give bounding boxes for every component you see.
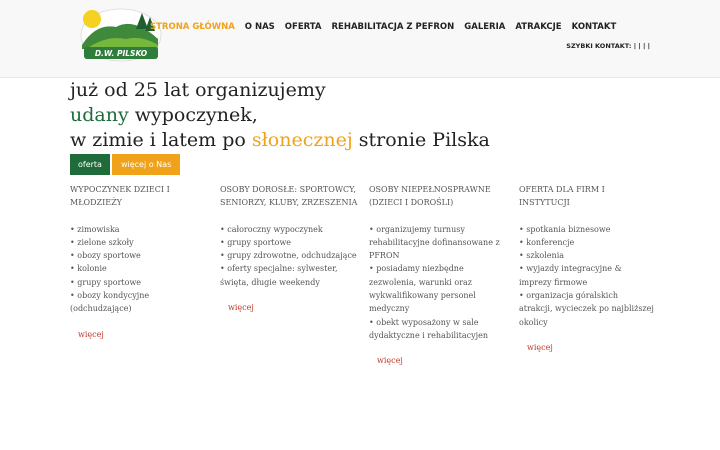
main-nav [150, 22, 621, 32]
list-item: • obozy kondycyjne (odchudzające) [70, 291, 150, 314]
hero-line-2 [70, 103, 490, 128]
logo[interactable] [76, 5, 162, 63]
column-title: WYPOCZYNEK DZIECI I MŁODZIEŻY [70, 185, 170, 208]
list-item: • posiadamy niezbędne zezwolenia, warunki oraz wykwalifikowany personel medyczny [369, 264, 476, 314]
hero-line-1: już od 25 lat organizujemy [70, 79, 326, 101]
column-children [70, 183, 210, 341]
quick-contact: SZYBKI KONTAKT: | | | | [566, 42, 650, 50]
offer-button[interactable]: oferta [70, 154, 110, 175]
column-title: OSOBY DOROSŁE: SPORTOWCY, SENIORZY, KLUBY, ZRZESZENIA [220, 185, 358, 208]
more-link-disabled[interactable]: więcej [377, 356, 403, 366]
list-item: • zimowiska [70, 224, 120, 234]
list-item: • szkolenia [519, 251, 565, 261]
list-item: • konferencje [519, 237, 575, 247]
more-link-children[interactable]: więcej [78, 329, 104, 339]
list-item: • spotkania biznesowe [519, 224, 611, 234]
list-item: • zielone szkoły [70, 237, 134, 247]
hero-buttons [70, 154, 180, 175]
list-item: • organizacja góralskich atrakcji, wycieczek po najbliższej okolicy [519, 291, 654, 327]
column-title: OFERTA DLA FIRM I INSTYTUCJI [519, 185, 605, 208]
more-link-companies[interactable]: więcej [527, 342, 553, 352]
column-adults [220, 183, 360, 314]
nav-item-contact[interactable]: KONTAKT [571, 22, 617, 32]
hero-heading [70, 78, 490, 153]
column-list [220, 223, 360, 289]
nav-item-gallery[interactable]: GALERIA [464, 22, 506, 32]
nav-item-rehabilitation[interactable]: REHABILITACJA Z PEFRON [331, 22, 455, 32]
hero-highlight-green: udany [70, 104, 129, 126]
list-item: • grupy zdrowotne, odchudzające [220, 251, 357, 261]
column-disabled [369, 183, 504, 368]
list-item: • grupy sportowe [220, 237, 292, 247]
column-companies [519, 183, 654, 354]
more-link-adults[interactable]: więcej [228, 303, 254, 313]
list-item: • obozy sportowe [70, 251, 141, 261]
nav-item-about[interactable]: O NAS [244, 22, 275, 32]
logo-text: D.W. PILSKO [94, 49, 148, 58]
list-item: • kolonie [70, 264, 107, 274]
hero-line-2-rest: wypoczynek, [128, 104, 258, 126]
column-list [519, 223, 654, 329]
nav-item-home[interactable]: STRONA GŁÓWNA [150, 22, 235, 32]
list-item: • organizujemy turnusy rehabilitacyjne dofinansowane z PFRON [369, 224, 500, 261]
hero-line-3-start: w zimie i latem po [70, 129, 252, 151]
about-button[interactable]: więcej o Nas [112, 154, 180, 175]
column-title: OSOBY NIEPEŁNOSPRAWNE (DZIECI I DOROŚLI) [369, 185, 491, 208]
hero-line-3 [70, 128, 490, 153]
site-header [0, 0, 720, 78]
hero-highlight-orange: słonecznej [251, 129, 353, 151]
list-item: • oferty specjalne: sylwester, święta, długie weekendy [220, 264, 338, 287]
list-item: • wyjazdy integracyjne & imprezy firmowe [519, 264, 622, 287]
column-list [369, 223, 504, 343]
list-item: • grupy sportowe [70, 277, 142, 287]
list-item: • całoroczny wypoczynek [220, 224, 323, 234]
list-item: • obekt wyposażony w sale dydaktyczne i rehabilitacyjen [369, 317, 488, 340]
column-list [70, 223, 210, 316]
nav-item-attractions[interactable]: ATRAKCJE [515, 22, 562, 32]
nav-item-offer[interactable]: OFERTA [284, 22, 322, 32]
hero-line-3-end: stronie Pilska [352, 129, 490, 151]
